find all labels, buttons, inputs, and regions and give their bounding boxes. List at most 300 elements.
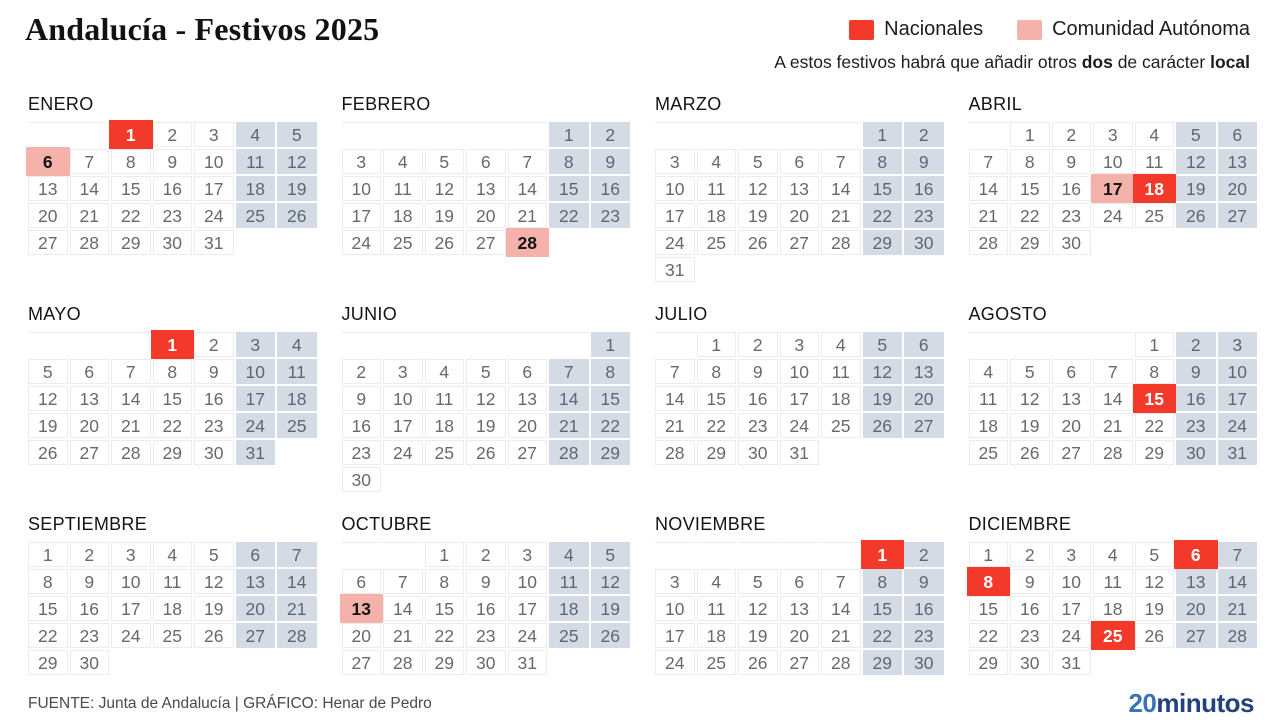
day-cell: 9 <box>342 386 382 411</box>
day-cell: 21 <box>821 203 861 228</box>
day-cell: 2 <box>342 359 382 384</box>
day-cell: 11 <box>697 596 737 621</box>
day-cell: 24 <box>655 230 695 255</box>
day-cell: 30 <box>70 650 110 675</box>
holiday-national-cell: 25 <box>1093 623 1133 648</box>
logo-part-20: 20 <box>1128 688 1157 718</box>
day-cell: 3 <box>342 149 382 174</box>
weekend-day-cell: 9 <box>591 149 631 174</box>
empty-cell <box>549 650 589 675</box>
month-junio <box>342 304 631 492</box>
legend-swatch-regional <box>1017 20 1042 40</box>
day-cell: 7 <box>383 569 423 594</box>
day-cell: 20 <box>70 413 110 438</box>
empty-cell <box>111 332 151 357</box>
weekend-day-cell: 18 <box>236 176 276 201</box>
day-cell: 15 <box>111 176 151 201</box>
empty-cell <box>655 332 695 357</box>
weekend-day-cell: 22 <box>549 203 589 228</box>
weekend-day-cell: 1 <box>549 122 589 147</box>
day-cell: 19 <box>425 203 465 228</box>
day-cell: 23 <box>70 623 110 648</box>
empty-cell <box>466 332 506 357</box>
day-cell: 27 <box>70 440 110 465</box>
empty-cell <box>591 650 631 675</box>
day-cell: 25 <box>153 623 193 648</box>
day-cell: 6 <box>780 569 820 594</box>
empty-cell <box>780 542 820 567</box>
weekend-day-cell: 19 <box>1176 176 1216 201</box>
weekend-day-cell: 22 <box>863 623 903 648</box>
day-cell: 30 <box>194 440 234 465</box>
day-cell: 2 <box>153 122 193 147</box>
empty-cell <box>277 650 317 675</box>
day-cell: 21 <box>655 413 695 438</box>
month-enero <box>28 94 317 255</box>
empty-cell <box>342 332 382 357</box>
day-cell: 23 <box>466 623 506 648</box>
day-cell: 20 <box>780 203 820 228</box>
day-cell: 15 <box>153 386 193 411</box>
weekend-day-cell: 16 <box>904 176 944 201</box>
day-cell: 5 <box>738 149 778 174</box>
weekend-day-cell: 8 <box>549 149 589 174</box>
day-cell: 1 <box>1135 332 1175 357</box>
weekend-day-cell: 11 <box>549 569 589 594</box>
day-cell: 11 <box>1135 149 1175 174</box>
day-cell: 30 <box>738 440 778 465</box>
empty-cell <box>277 230 317 255</box>
empty-cell <box>508 122 548 147</box>
empty-cell <box>383 467 423 492</box>
weekend-day-cell: 26 <box>1176 203 1216 228</box>
note-middle: de carácter <box>1112 52 1211 72</box>
day-cell: 23 <box>194 413 234 438</box>
legend-label-regional: Comunidad Autónoma <box>1052 18 1250 40</box>
day-cell: 19 <box>738 203 778 228</box>
weekend-day-cell: 28 <box>549 440 589 465</box>
weekend-day-cell: 14 <box>1218 569 1258 594</box>
day-cell: 20 <box>508 413 548 438</box>
empty-cell <box>549 230 589 255</box>
day-cell: 4 <box>153 542 193 567</box>
day-cell: 12 <box>466 386 506 411</box>
day-cell: 22 <box>111 203 151 228</box>
empty-cell <box>342 122 382 147</box>
day-cell: 21 <box>1093 413 1133 438</box>
month-title: ENERO <box>28 94 94 114</box>
day-cell: 21 <box>508 203 548 228</box>
day-cell: 30 <box>466 650 506 675</box>
day-cell: 2 <box>70 542 110 567</box>
day-cell: 13 <box>780 176 820 201</box>
month-days <box>969 542 1258 675</box>
day-cell: 29 <box>28 650 68 675</box>
day-cell: 18 <box>697 203 737 228</box>
day-cell: 10 <box>342 176 382 201</box>
weekend-day-cell: 4 <box>236 122 276 147</box>
day-cell: 27 <box>28 230 68 255</box>
day-cell: 11 <box>383 176 423 201</box>
weekend-day-cell: 27 <box>1176 623 1216 648</box>
day-cell: 30 <box>1010 650 1050 675</box>
day-cell: 5 <box>425 149 465 174</box>
day-cell: 6 <box>1052 359 1092 384</box>
day-cell: 25 <box>425 440 465 465</box>
day-cell: 8 <box>111 149 151 174</box>
weekend-day-cell: 5 <box>277 122 317 147</box>
empty-cell <box>904 257 944 282</box>
weekend-day-cell: 31 <box>1218 440 1258 465</box>
empty-cell <box>697 257 737 282</box>
weekend-day-cell: 2 <box>1176 332 1216 357</box>
day-cell: 28 <box>969 230 1009 255</box>
empty-cell <box>780 122 820 147</box>
empty-cell <box>28 332 68 357</box>
day-cell: 3 <box>1052 542 1092 567</box>
day-cell: 21 <box>383 623 423 648</box>
holiday-national-cell: 18 <box>1135 176 1175 201</box>
weekend-day-cell: 9 <box>904 569 944 594</box>
weekend-day-cell: 23 <box>591 203 631 228</box>
day-cell: 5 <box>738 569 778 594</box>
day-cell: 2 <box>1010 542 1050 567</box>
empty-cell <box>780 257 820 282</box>
month-days <box>28 332 317 465</box>
weekend-day-cell: 8 <box>863 149 903 174</box>
empty-cell <box>153 650 193 675</box>
weekend-day-cell: 26 <box>277 203 317 228</box>
legend <box>849 18 1250 41</box>
day-cell: 27 <box>780 650 820 675</box>
weekend-day-cell: 15 <box>591 386 631 411</box>
weekend-day-cell: 12 <box>591 569 631 594</box>
day-cell: 25 <box>969 440 1009 465</box>
empty-cell <box>425 467 465 492</box>
weekend-day-cell: 29 <box>863 650 903 675</box>
day-cell: 4 <box>383 149 423 174</box>
month-febrero <box>342 94 631 255</box>
day-cell: 4 <box>969 359 1009 384</box>
day-cell: 24 <box>383 440 423 465</box>
empty-cell <box>1010 332 1050 357</box>
weekend-day-cell: 7 <box>1218 542 1258 567</box>
legend-label-national: Nacionales <box>884 18 984 40</box>
day-cell: 3 <box>111 542 151 567</box>
month-days <box>342 122 631 255</box>
day-cell: 9 <box>1052 149 1092 174</box>
day-cell: 4 <box>697 149 737 174</box>
day-cell: 7 <box>111 359 151 384</box>
weekend-day-cell: 16 <box>591 176 631 201</box>
weekend-day-cell: 10 <box>1218 359 1258 384</box>
day-cell: 13 <box>466 176 506 201</box>
day-cell: 11 <box>425 386 465 411</box>
day-cell: 22 <box>1135 413 1175 438</box>
publisher-logo <box>1128 688 1254 719</box>
month-title: FEBRERO <box>341 94 431 114</box>
weekend-day-cell: 26 <box>591 623 631 648</box>
day-cell: 23 <box>1052 203 1092 228</box>
month-days <box>655 122 944 282</box>
empty-cell <box>70 122 110 147</box>
day-cell: 10 <box>1052 569 1092 594</box>
day-cell: 28 <box>70 230 110 255</box>
month-days <box>342 542 631 675</box>
month-title: JUNIO <box>341 304 397 324</box>
day-cell: 18 <box>969 413 1009 438</box>
weekend-day-cell: 28 <box>1218 623 1258 648</box>
day-cell: 21 <box>111 413 151 438</box>
weekend-day-cell: 21 <box>549 413 589 438</box>
empty-cell <box>738 542 778 567</box>
empty-cell <box>969 332 1009 357</box>
weekend-day-cell: 2 <box>904 542 944 567</box>
weekend-day-cell: 21 <box>277 596 317 621</box>
day-cell: 3 <box>1093 122 1133 147</box>
note-prefix: A estos festivos habrá que añadir otros <box>774 52 1082 72</box>
day-cell: 4 <box>821 332 861 357</box>
day-cell: 16 <box>153 176 193 201</box>
holiday-national-cell: 1 <box>111 122 151 147</box>
empty-cell <box>1135 230 1175 255</box>
day-cell: 14 <box>383 596 423 621</box>
day-cell: 16 <box>1010 596 1050 621</box>
day-cell: 11 <box>1093 569 1133 594</box>
weekend-day-cell: 6 <box>1218 122 1258 147</box>
weekend-day-cell: 13 <box>1218 149 1258 174</box>
day-cell: 15 <box>969 596 1009 621</box>
day-cell: 4 <box>1093 542 1133 567</box>
weekend-day-cell: 21 <box>1218 596 1258 621</box>
day-cell: 14 <box>655 386 695 411</box>
weekend-day-cell: 5 <box>1176 122 1216 147</box>
day-cell: 10 <box>111 569 151 594</box>
day-cell: 22 <box>697 413 737 438</box>
day-cell: 16 <box>342 413 382 438</box>
day-cell: 26 <box>738 230 778 255</box>
day-cell: 22 <box>1010 203 1050 228</box>
empty-cell <box>821 440 861 465</box>
day-cell: 30 <box>342 467 382 492</box>
day-cell: 15 <box>1010 176 1050 201</box>
page-title: Andalucía - Festivos 2025 <box>25 11 380 47</box>
legend-item-nacionales <box>849 18 983 41</box>
day-cell: 14 <box>821 596 861 621</box>
day-cell: 16 <box>466 596 506 621</box>
day-cell: 8 <box>425 569 465 594</box>
weekend-day-cell: 18 <box>277 386 317 411</box>
day-cell: 29 <box>1010 230 1050 255</box>
weekend-day-cell: 22 <box>863 203 903 228</box>
day-cell: 29 <box>153 440 193 465</box>
legend-note <box>774 52 1250 73</box>
empty-cell <box>821 122 861 147</box>
day-cell: 28 <box>655 440 695 465</box>
day-cell: 7 <box>508 149 548 174</box>
month-days <box>28 542 317 675</box>
day-cell: 3 <box>780 332 820 357</box>
day-cell: 26 <box>1010 440 1050 465</box>
day-cell: 24 <box>111 623 151 648</box>
day-cell: 3 <box>383 359 423 384</box>
day-cell: 22 <box>28 623 68 648</box>
day-cell: 10 <box>655 596 695 621</box>
empty-cell <box>425 122 465 147</box>
month-septiembre <box>28 514 317 675</box>
weekend-day-cell: 2 <box>591 122 631 147</box>
weekend-day-cell: 14 <box>277 569 317 594</box>
day-cell: 5 <box>466 359 506 384</box>
day-cell: 29 <box>697 440 737 465</box>
weekend-day-cell: 4 <box>549 542 589 567</box>
empty-cell <box>1218 230 1258 255</box>
day-cell: 22 <box>425 623 465 648</box>
empty-cell <box>28 122 68 147</box>
day-cell: 1 <box>1010 122 1050 147</box>
weekend-day-cell: 22 <box>591 413 631 438</box>
weekend-day-cell: 11 <box>277 359 317 384</box>
empty-cell <box>655 542 695 567</box>
day-cell: 1 <box>425 542 465 567</box>
day-cell: 12 <box>1010 386 1050 411</box>
day-cell: 19 <box>194 596 234 621</box>
day-cell: 7 <box>1093 359 1133 384</box>
day-cell: 25 <box>697 230 737 255</box>
day-cell: 28 <box>111 440 151 465</box>
empty-cell <box>194 650 234 675</box>
day-cell: 22 <box>153 413 193 438</box>
day-cell: 31 <box>655 257 695 282</box>
day-cell: 10 <box>508 569 548 594</box>
day-cell: 14 <box>821 176 861 201</box>
day-cell: 27 <box>508 440 548 465</box>
weekend-day-cell: 23 <box>904 623 944 648</box>
empty-cell <box>383 332 423 357</box>
empty-cell <box>1218 650 1258 675</box>
day-cell: 12 <box>425 176 465 201</box>
month-days <box>342 332 631 492</box>
day-cell: 26 <box>28 440 68 465</box>
day-cell: 14 <box>111 386 151 411</box>
day-cell: 1 <box>969 542 1009 567</box>
month-abril <box>969 94 1258 255</box>
empty-cell <box>236 230 276 255</box>
day-cell: 10 <box>780 359 820 384</box>
weekend-day-cell: 8 <box>863 569 903 594</box>
day-cell: 17 <box>1052 596 1092 621</box>
day-cell: 6 <box>342 569 382 594</box>
day-cell: 13 <box>28 176 68 201</box>
day-cell: 12 <box>738 596 778 621</box>
day-cell: 19 <box>466 413 506 438</box>
weekend-day-cell: 30 <box>904 230 944 255</box>
weekend-day-cell: 2 <box>904 122 944 147</box>
weekend-day-cell: 24 <box>1218 413 1258 438</box>
day-cell: 6 <box>70 359 110 384</box>
day-cell: 17 <box>508 596 548 621</box>
weekend-day-cell: 30 <box>904 650 944 675</box>
day-cell: 30 <box>153 230 193 255</box>
empty-cell <box>591 230 631 255</box>
day-cell: 11 <box>969 386 1009 411</box>
day-cell: 5 <box>1010 359 1050 384</box>
empty-cell <box>1135 650 1175 675</box>
day-cell: 6 <box>466 149 506 174</box>
empty-cell <box>821 257 861 282</box>
day-cell: 26 <box>1135 623 1175 648</box>
empty-cell <box>821 542 861 567</box>
footer <box>28 688 1254 719</box>
day-cell: 26 <box>194 623 234 648</box>
day-cell: 20 <box>1052 413 1092 438</box>
empty-cell <box>1176 650 1216 675</box>
day-cell: 17 <box>655 623 695 648</box>
month-title: MAYO <box>28 304 81 324</box>
empty-cell <box>111 650 151 675</box>
note-bold-dos: dos <box>1081 52 1113 72</box>
day-cell: 13 <box>508 386 548 411</box>
day-cell: 27 <box>342 650 382 675</box>
weekend-day-cell: 19 <box>591 596 631 621</box>
day-cell: 7 <box>821 149 861 174</box>
empty-cell <box>277 440 317 465</box>
empty-cell <box>236 650 276 675</box>
legend-swatch-national <box>849 20 874 40</box>
weekend-day-cell: 20 <box>1176 596 1216 621</box>
weekend-day-cell: 28 <box>277 623 317 648</box>
weekend-day-cell: 12 <box>863 359 903 384</box>
day-cell: 27 <box>1052 440 1092 465</box>
month-noviembre <box>655 514 944 675</box>
month-title: MARZO <box>655 94 722 114</box>
month-julio <box>655 304 944 465</box>
day-cell: 27 <box>780 230 820 255</box>
day-cell: 25 <box>1135 203 1175 228</box>
day-cell: 24 <box>194 203 234 228</box>
weekend-day-cell: 31 <box>236 440 276 465</box>
day-cell: 17 <box>383 413 423 438</box>
day-cell: 8 <box>1010 149 1050 174</box>
day-cell: 21 <box>821 623 861 648</box>
weekend-day-cell: 7 <box>549 359 589 384</box>
empty-cell <box>1093 230 1133 255</box>
weekend-day-cell: 27 <box>904 413 944 438</box>
day-cell: 6 <box>780 149 820 174</box>
day-cell: 25 <box>821 413 861 438</box>
day-cell: 29 <box>425 650 465 675</box>
day-cell: 16 <box>1052 176 1092 201</box>
day-cell: 11 <box>153 569 193 594</box>
month-title: JULIO <box>655 304 708 324</box>
weekend-day-cell: 10 <box>236 359 276 384</box>
month-days <box>655 542 944 675</box>
empty-cell <box>1093 650 1133 675</box>
day-cell: 14 <box>1093 386 1133 411</box>
weekend-day-cell: 19 <box>863 386 903 411</box>
day-cell: 3 <box>194 122 234 147</box>
day-cell: 3 <box>655 569 695 594</box>
day-cell: 17 <box>655 203 695 228</box>
month-days <box>969 332 1258 465</box>
day-cell: 2 <box>466 542 506 567</box>
day-cell: 16 <box>70 596 110 621</box>
weekend-day-cell: 17 <box>236 386 276 411</box>
weekend-day-cell: 24 <box>236 413 276 438</box>
day-cell: 28 <box>821 230 861 255</box>
day-cell: 12 <box>194 569 234 594</box>
empty-cell <box>738 122 778 147</box>
